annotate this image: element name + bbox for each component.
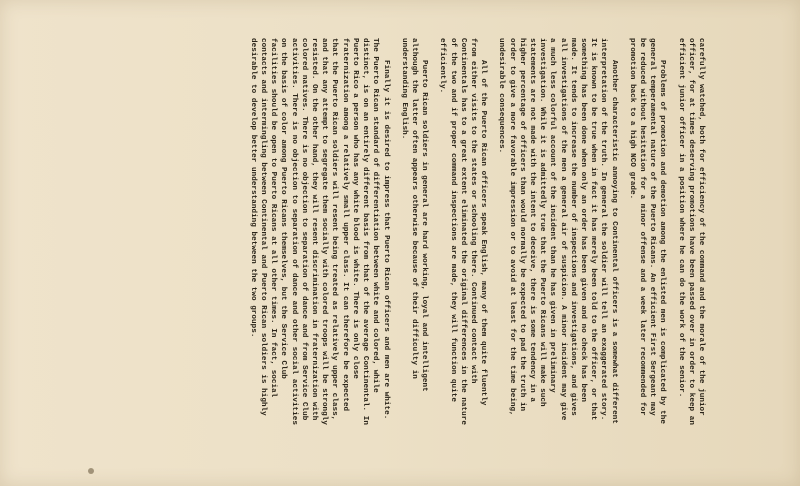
paragraph-4: All of the Puerto Rican officers speak English, many of them quite fluently from either visits to the states or schooling there. Continued contact with Continentals has to a great extent eliminated the original differences in the nature of the two and if proper command inspections are made, they will function quite efficiently.	[438, 38, 488, 430]
paragraph-3: Another characteristic annoying to Continental officers is a somewhat different interpretation of the truth. In general the soldier will tell an exaggerated story. It is known to be true when in fact it has merely been told to the officer, or that something has been done when only an order has been given and no check has been made. It tends to increase the number of inspections and investigations, and gives all investigations of the men a general air of suspicion. A minor incident may give a much less colorful account of the incident than he has given in preliminary investigation. While it is admittedly true that the Puerto Ricans will make such statements are not made with the intent to deceive, there is some tendency in a higher percentage of officers than would normally be expected to pad the truth in order to give a more favorable impression or to avoid at least for the time being, undesirable consequences.	[497, 38, 618, 429]
typed-body	[248, 38, 706, 430]
paragraph-6: Finally it is desired to impress that Puerto Rican officers and men are white. The Puerto Rican standard of differentiation between white and colored, while distinct, is on an entirely different basis from that of the average Continental. In Puerto Rico a person who has any white blood is white. There is only close fraternization among a relatively small upper class. It can therefore be expected that the Puerto Rican soldiers will resent being treated as relatively upper class, and that any attempt to segregate them socially with colored troops will be strongly resisted. On the other hand, they will resent discrimination in fraternization with colored natives. There is no objection to separation of dance and from Service Club activities. There is no objection to separation of dance and other social activities on the basis of color among Puerto Ricans themselves, but the Service Club facilities should be open to Puerto Ricans at all other times. In fact, social contacts and intermingling between Continental and Puerto Rican soldiers is highly desirable to develop better understanding between the two groups.	[248, 38, 390, 430]
punch-hole-mark	[88, 468, 94, 474]
rotated-text-block	[248, 38, 706, 430]
paragraph-5: Puerto Rican soldiers in general are hard working, loyal and intelligent although the latter often appears otherwise because of their difficulty in understanding English.	[399, 38, 429, 397]
paragraph-1: carefully watched, both for efficiency of the command and the morale of the junior officer, for at times deserving promotions have been passed over in order to keep an efficient junior officer in a position where he can do the work of the senior.	[676, 38, 705, 430]
paragraph-2: Problems of promotion and demotion among the enlisted men is complicated by the general temperamental nature of the Puerto Ricans. An efficient First Sergeant may be reduced without hesitation for a minor offense and a week later recommended for promotion back to a high NCO grade.	[627, 38, 667, 429]
